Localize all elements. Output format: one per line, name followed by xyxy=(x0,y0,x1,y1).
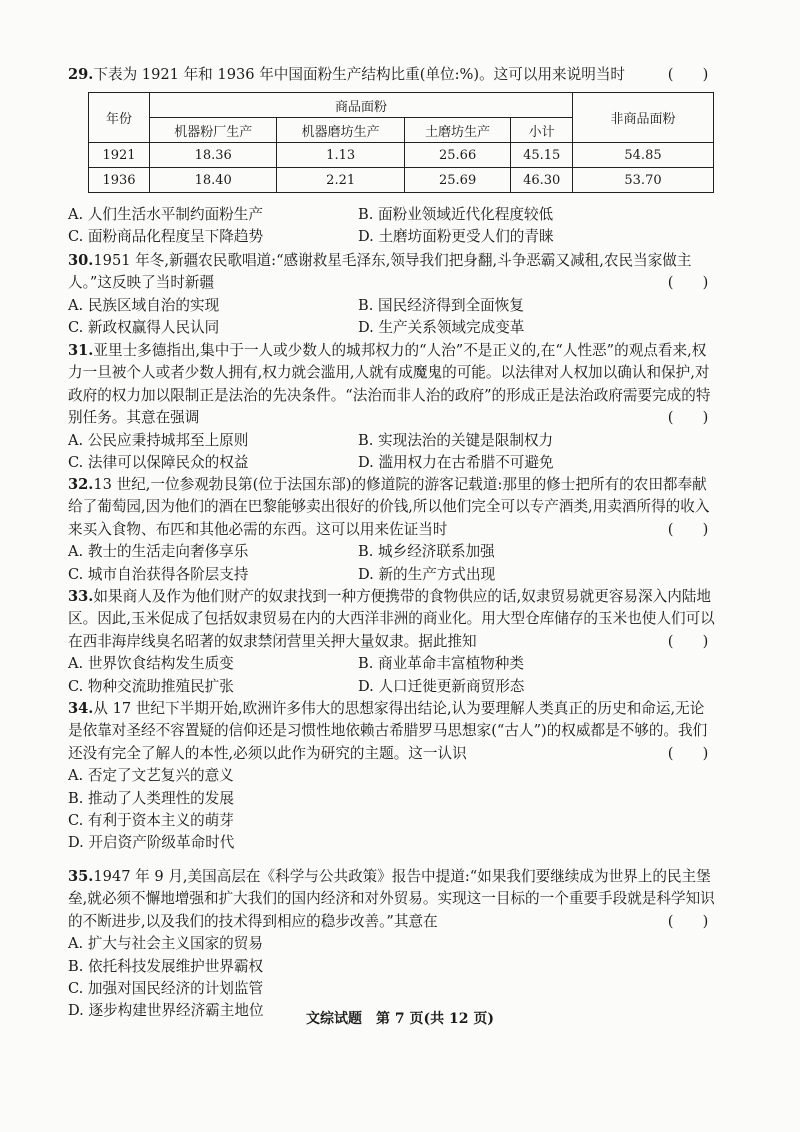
question-text: 下表为 1921 年和 1936 年中国面粉生产结构比重(单位:%)。这可以用来说明当时 xyxy=(93,66,626,83)
option-c: C. 新政权赢得人民认同 xyxy=(68,319,220,337)
option-d: D. 生产关系领域完成变革 xyxy=(358,319,525,337)
question-text: 1947 年 9 月,美国高层在《科学与公共政策》报告中提道:“如果我们要继续成为世界上的民主堡垒,就必须不懈地增强和扩大我们的国内经济和对外贸易。实现这一目标的一个重要手段就是科学知识的不断进步,以及我们的技术得到相应的稳步改善。”其意在 xyxy=(68,868,715,930)
table-cell: 45.15 xyxy=(511,143,573,168)
table-row xyxy=(89,168,714,193)
table-cell: 1.13 xyxy=(277,143,404,168)
option-b: B. 面粉业领域近代化程度较低 xyxy=(358,206,554,223)
option-b: B. 城乡经济联系加强 xyxy=(358,543,495,561)
table-row xyxy=(89,143,714,168)
table-cell: 18.40 xyxy=(150,168,277,193)
answer-bracket: ( ) xyxy=(667,912,709,930)
question-30 xyxy=(68,250,718,340)
option-a: A. 扩大与社会主义国家的贸易 xyxy=(68,935,263,953)
commodity-flour-header: 商品面粉 xyxy=(150,93,573,118)
question-number: 35. xyxy=(68,868,94,885)
table-cell: 53.70 xyxy=(573,168,714,193)
question-33 xyxy=(68,586,718,698)
question-stem xyxy=(68,586,718,653)
option-a: A. 人们生活水平制约面粉生产 xyxy=(68,206,263,223)
option-d: D. 新的生产方式出现 xyxy=(358,565,496,583)
option-c: C. 城市自治获得各阶层支持 xyxy=(68,565,249,583)
question-stem xyxy=(68,250,718,295)
question-31 xyxy=(68,340,718,474)
table-cell: 2.21 xyxy=(277,168,404,193)
option-a: A. 教士的生活走向奢侈享乐 xyxy=(68,543,249,561)
question-29 xyxy=(68,64,718,86)
sub-header: 土磨坊生产 xyxy=(404,118,510,143)
year-header: 年份 xyxy=(89,93,150,143)
question-32 xyxy=(68,474,718,586)
option-d: D. 滥用权力在古希腊不可避免 xyxy=(358,454,554,472)
options-grid xyxy=(68,430,718,475)
question-29-options xyxy=(68,204,718,249)
question-35 xyxy=(68,866,718,1023)
answer-bracket: ( ) xyxy=(667,409,709,427)
sub-header: 机器粉厂生产 xyxy=(150,118,277,143)
answer-bracket: ( ) xyxy=(667,632,709,650)
question-number: 29. xyxy=(68,66,94,83)
question-text: 从 17 世纪下半期开始,欧洲许多伟大的思想家得出结论,认为要理解人类真正的历史和命运,无论是依靠对圣经不容置疑的信仰还是习惯性地依赖古希腊罗马思想家(“古人”)的权威都是不够的。我们还没有完全了解人的本性,必须以此作为研究的主题。这一认识 xyxy=(68,700,708,762)
option-d: D. 开启资产阶级革命时代 xyxy=(68,834,235,852)
sub-header: 小计 xyxy=(511,118,573,143)
question-number: 32. xyxy=(68,476,94,493)
options-grid xyxy=(68,541,718,586)
question-stem xyxy=(68,64,718,86)
option-a: A. 民族区域自治的实现 xyxy=(68,296,220,314)
question-text: 1951 年冬,新疆农民歌唱道:“感谢救星毛泽东,领导我们把身翻,斗争恶霸又减租,农民当家做主人。”这反映了当时新疆 xyxy=(68,252,692,292)
option-c: C. 加强对国民经济的计划监管 xyxy=(68,980,264,998)
option-c: C. 有利于资本主义的萌芽 xyxy=(68,812,234,830)
answer-bracket: ( ) xyxy=(667,66,709,83)
table-cell: 25.69 xyxy=(404,168,510,193)
option-a: A. 否定了文艺复兴的意义 xyxy=(68,767,234,785)
answer-bracket: ( ) xyxy=(667,520,709,538)
option-b: B. 商业革命丰富植物种类 xyxy=(358,655,524,673)
option-b: B. 实现法治的关键是限制权力 xyxy=(358,431,554,449)
table-cell: 46.30 xyxy=(511,168,573,193)
table-cell: 1921 xyxy=(89,143,150,168)
question-number: 30. xyxy=(68,252,94,269)
option-b: B. 推动了人类理性的发展 xyxy=(68,789,234,807)
options-grid xyxy=(68,295,718,340)
question-text: 亚里士多德指出,集中于一人或少数人的城邦权力的“人治”不是正义的,在“人性恶”的观点看来,权力一旦被个人或者少数人拥有,权力就会滥用,人就有成魔鬼的可能。以法律对人权加以确认和保护,对政府的权力加以限制正是法治的先决条件。“法治而非人治的政府”的形成正是法治政府需要完成的特别任务。其意在强调 xyxy=(68,342,711,427)
sub-header: 机器磨坊生产 xyxy=(277,118,404,143)
page-footer: 文综试题 第 7 页(共 12 页) xyxy=(306,1011,494,1027)
option-b: B. 国民经济得到全面恢复 xyxy=(358,296,524,314)
question-34 xyxy=(68,698,718,855)
question-number: 31. xyxy=(68,342,94,359)
option-c: C. 物种交流助推殖民扩张 xyxy=(68,677,234,695)
table-cell: 18.36 xyxy=(150,143,277,168)
option-b: B. 依托科技发展维护世界霸权 xyxy=(68,957,264,975)
flour-production-table xyxy=(88,92,714,193)
option-d: D. 逐步构建世界经济霸主地位 xyxy=(68,1002,264,1020)
option-a: A. 世界饮食结构发生质变 xyxy=(68,655,234,673)
option-d: D. 人口迁徙更新商贸形态 xyxy=(358,677,525,695)
question-text: 如果商人及作为他们财产的奴隶找到一种方便携带的食物供应的话,奴隶贸易就更容易深入内陆地区。因此,玉米促成了包括奴隶贸易在内的大西洋非洲的商业化。用大型仓库储存的玉米也使人们可以在西非海岸线臭名昭著的奴隶禁闭营里关押大量奴隶。据此推知 xyxy=(68,588,715,650)
table-cell: 54.85 xyxy=(573,143,714,168)
question-text: 13 世纪,一位参观勃艮第(位于法国东部)的修道院的游客记载道:那里的修士把所有的农田都奉献给了葡萄园,因为他们的酒在巴黎能够卖出很好的价钱,所以他们完全可以专产酒类,用卖酒所得的收入来买入食物、布匹和其他必需的东西。这可以用来佐证当时 xyxy=(68,476,710,538)
question-stem xyxy=(68,866,718,933)
option-c: C. 法律可以保障民众的权益 xyxy=(68,454,249,472)
options-grid xyxy=(68,653,718,698)
answer-bracket: ( ) xyxy=(667,274,709,292)
option-c: C. 面粉商品化程度呈下降趋势 xyxy=(68,228,264,246)
question-number: 33. xyxy=(68,588,94,605)
table-cell: 25.66 xyxy=(404,143,510,168)
question-stem xyxy=(68,340,718,430)
question-stem xyxy=(68,474,718,541)
non-commodity-flour-header: 非商品面粉 xyxy=(573,93,714,143)
question-number: 34. xyxy=(68,700,94,717)
option-d: D. 土磨坊面粉更受人们的青睐 xyxy=(358,228,554,246)
table-cell: 1936 xyxy=(89,168,150,193)
option-a: A. 公民应秉持城邦至上原则 xyxy=(68,431,249,449)
question-stem xyxy=(68,698,718,765)
options-grid xyxy=(68,204,718,249)
answer-bracket: ( ) xyxy=(667,744,709,762)
